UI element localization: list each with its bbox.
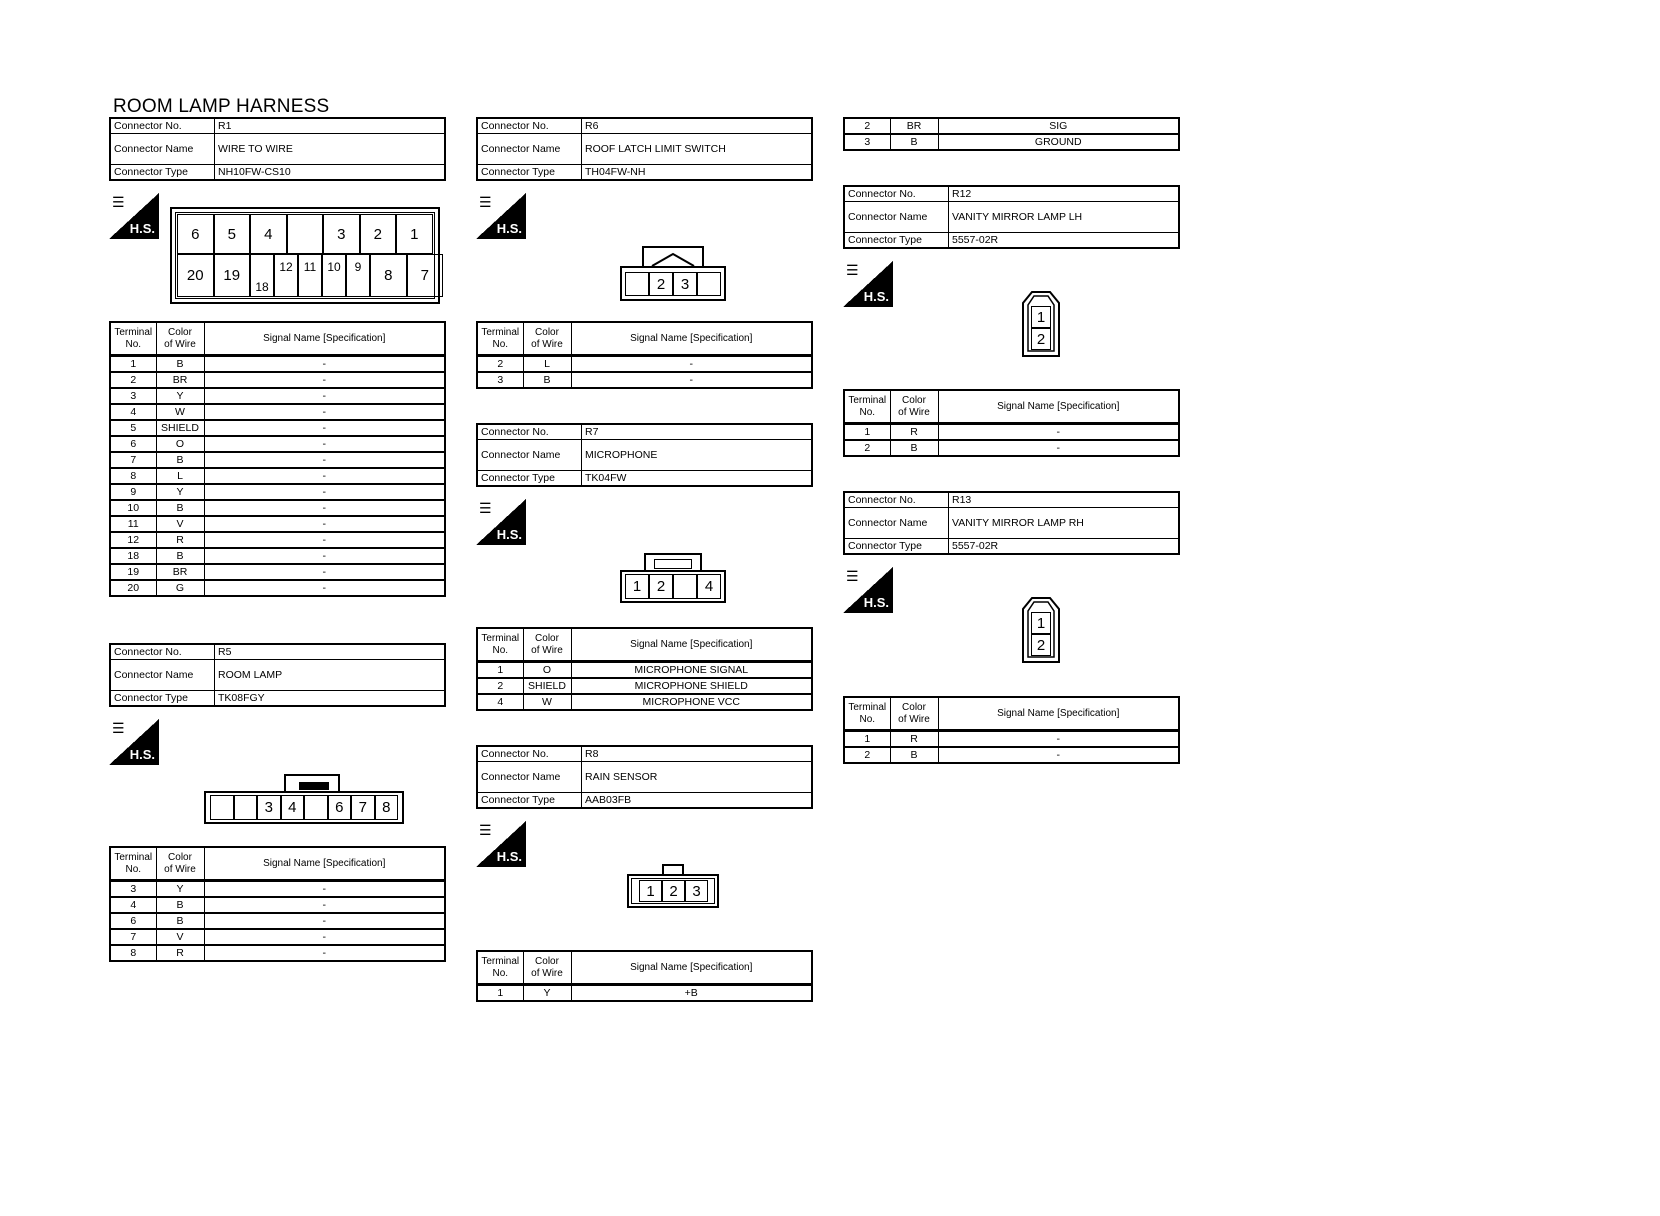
r5-terminal-table	[109, 846, 446, 962]
connector-name-value: RAIN SENSOR	[582, 762, 813, 793]
terminal-no-header: Terminal No.	[844, 697, 890, 731]
terminal-no-cell: 2	[477, 356, 523, 373]
connector-pin	[210, 795, 234, 820]
r6-terminal-table	[476, 321, 813, 389]
terminal-row	[844, 424, 1179, 441]
connector-pin: 8	[375, 795, 399, 820]
hs-label: H.S.	[129, 221, 155, 236]
signal-name-cell: MICROPHONE SHIELD	[571, 678, 812, 694]
connector-pin: 4	[697, 574, 721, 599]
wire-color-cell: G	[156, 580, 204, 596]
terminal-row	[477, 372, 812, 388]
hs-label: H.S.	[496, 849, 522, 864]
signal-name-cell: -	[204, 897, 445, 913]
connector-pin	[697, 272, 721, 296]
connector-pin	[304, 795, 328, 820]
connector-type-label: Connector Type	[844, 539, 949, 555]
connector-pin: 2	[360, 214, 397, 254]
r8-terminal-table-continued	[843, 117, 1180, 151]
signal-name-cell: SIG	[938, 118, 1179, 134]
r12-terminal-table	[843, 389, 1180, 457]
r13-connector-face	[1022, 597, 1060, 663]
signal-name-cell: -	[204, 356, 445, 373]
connector-pin: 3	[673, 272, 697, 296]
connector-no-label: Connector No.	[477, 746, 582, 762]
terminal-row	[110, 356, 445, 373]
terminal-row	[110, 420, 445, 436]
terminal-row	[110, 929, 445, 945]
wire-color-cell: V	[156, 516, 204, 532]
connector-pin: 1	[639, 880, 662, 902]
color-of-wire-header: Color of Wire	[890, 697, 938, 731]
signal-name-cell: MICROPHONE VCC	[571, 694, 812, 710]
r6-connector-face	[620, 246, 726, 301]
harness-side-icon	[476, 499, 526, 545]
terminal-no-cell: 10	[110, 500, 156, 516]
terminal-no-cell: 2	[844, 747, 890, 763]
terminal-no-cell: 9	[110, 484, 156, 500]
r13-info-table	[843, 491, 1180, 555]
hs-label: H.S.	[496, 221, 522, 236]
terminal-no-cell: 3	[110, 881, 156, 898]
connector-type-value: TK08FGY	[215, 691, 446, 707]
signal-name-cell: -	[204, 372, 445, 388]
terminal-no-cell: 2	[477, 678, 523, 694]
wire-color-cell: R	[890, 731, 938, 748]
terminal-row	[110, 404, 445, 420]
terminal-no-cell: 4	[110, 404, 156, 420]
color-of-wire-header: Color of Wire	[890, 390, 938, 424]
connector-pin	[287, 214, 324, 254]
terminal-row	[110, 881, 445, 898]
connector-pin: 5	[214, 214, 251, 254]
terminal-row	[844, 118, 1179, 134]
connector-pin: 7	[407, 254, 444, 297]
terminal-no-cell: 12	[110, 532, 156, 548]
connector-pin: 2	[1031, 634, 1051, 656]
terminal-no-cell: 6	[110, 436, 156, 452]
wire-color-cell: SHIELD	[523, 678, 571, 694]
connector-type-value: 5557-02R	[949, 233, 1180, 249]
wire-color-cell: B	[156, 897, 204, 913]
signal-name-cell: +B	[571, 985, 812, 1002]
r1-terminal-table	[109, 321, 446, 597]
connector-no-value: R8	[582, 746, 813, 762]
terminal-no-header: Terminal No.	[477, 322, 523, 356]
signal-name-cell: -	[204, 484, 445, 500]
signal-name-header: Signal Name [Specification]	[571, 322, 812, 356]
harness-side-icon	[476, 821, 526, 867]
signal-name-cell: -	[938, 440, 1179, 456]
r8-connector-face	[627, 864, 719, 908]
signal-name-cell: MICROPHONE SIGNAL	[571, 662, 812, 679]
terminal-no-cell: 1	[844, 731, 890, 748]
wire-color-cell: B	[156, 913, 204, 929]
r1-connector-face	[170, 207, 440, 304]
connector-type-label: Connector Type	[477, 471, 582, 487]
connector-face-icon: ☰	[846, 262, 859, 278]
terminal-row	[110, 897, 445, 913]
wire-color-cell: B	[890, 440, 938, 456]
wire-color-cell: W	[523, 694, 571, 710]
terminal-no-header: Terminal No.	[477, 628, 523, 662]
signal-name-cell: -	[204, 532, 445, 548]
r5-info-table	[109, 643, 446, 707]
signal-name-cell: -	[571, 356, 812, 373]
wire-color-cell: B	[156, 500, 204, 516]
connector-type-value: TK04FW	[582, 471, 813, 487]
connector-name-value: ROOF LATCH LIMIT SWITCH	[582, 134, 813, 165]
terminal-no-cell: 3	[477, 372, 523, 388]
signal-name-cell: -	[204, 564, 445, 580]
wire-color-cell: O	[523, 662, 571, 679]
connector-no-label: Connector No.	[477, 118, 582, 134]
terminal-no-cell: 2	[844, 440, 890, 456]
terminal-row	[477, 662, 812, 679]
connector-face-icon: ☰	[479, 194, 492, 210]
connector-type-value: NH10FW-CS10	[215, 165, 446, 181]
terminal-row	[844, 440, 1179, 456]
harness-side-icon	[109, 719, 159, 765]
wire-color-cell: Y	[156, 484, 204, 500]
connector-pin: 1	[396, 214, 433, 254]
wire-color-cell: B	[156, 452, 204, 468]
connector-name-label: Connector Name	[477, 440, 582, 471]
connector-name-label: Connector Name	[110, 660, 215, 691]
connector-name-label: Connector Name	[477, 762, 582, 793]
wire-color-cell: Y	[156, 388, 204, 404]
connector-pin	[234, 795, 258, 820]
wire-color-cell: V	[156, 929, 204, 945]
terminal-no-cell: 8	[110, 468, 156, 484]
connector-face-icon: ☰	[479, 822, 492, 838]
connector-type-label: Connector Type	[110, 165, 215, 181]
terminal-row	[110, 500, 445, 516]
connector-name-value: ROOM LAMP	[215, 660, 446, 691]
wire-color-cell: L	[156, 468, 204, 484]
connector-no-value: R7	[582, 424, 813, 440]
connector-no-value: R12	[949, 186, 1180, 202]
connector-no-label: Connector No.	[477, 424, 582, 440]
connector-pin: 2	[649, 272, 673, 296]
connector-no-label: Connector No.	[110, 644, 215, 660]
terminal-no-header: Terminal No.	[110, 847, 156, 881]
wire-color-cell: B	[890, 747, 938, 763]
connector-no-value: R1	[215, 118, 446, 134]
wire-color-cell: O	[156, 436, 204, 452]
signal-name-cell: -	[204, 436, 445, 452]
connector-type-label: Connector Type	[477, 793, 582, 809]
hs-label: H.S.	[129, 747, 155, 762]
terminal-row	[110, 388, 445, 404]
terminal-no-cell: 1	[477, 985, 523, 1002]
terminal-no-cell: 11	[110, 516, 156, 532]
connector-no-label: Connector No.	[844, 186, 949, 202]
connector-name-value: VANITY MIRROR LAMP RH	[949, 508, 1180, 539]
connector-pin	[625, 272, 649, 296]
connector-pin: 19	[214, 254, 251, 297]
signal-name-cell: -	[204, 468, 445, 484]
connector-face-icon: ☰	[112, 194, 125, 210]
terminal-row	[110, 564, 445, 580]
connector-name-label: Connector Name	[477, 134, 582, 165]
terminal-row	[110, 580, 445, 596]
signal-name-cell: -	[204, 881, 445, 898]
signal-name-cell: -	[204, 388, 445, 404]
terminal-no-cell: 1	[110, 356, 156, 373]
terminal-no-cell: 7	[110, 452, 156, 468]
connector-type-label: Connector Type	[477, 165, 582, 181]
terminal-no-header: Terminal No.	[477, 951, 523, 985]
connector-pin: 6	[328, 795, 352, 820]
signal-name-cell: -	[204, 945, 445, 961]
terminal-row	[110, 484, 445, 500]
terminal-row	[110, 468, 445, 484]
terminal-row	[110, 372, 445, 388]
connector-pin: 20	[177, 254, 214, 297]
connector-pin	[673, 574, 697, 599]
terminal-no-cell: 4	[477, 694, 523, 710]
terminal-no-cell: 7	[110, 929, 156, 945]
hs-label: H.S.	[496, 527, 522, 542]
connector-type-label: Connector Type	[110, 691, 215, 707]
wire-color-cell: B	[156, 356, 204, 373]
terminal-no-cell: 3	[110, 388, 156, 404]
terminal-row	[110, 516, 445, 532]
terminal-row	[844, 731, 1179, 748]
terminal-no-cell: 2	[110, 372, 156, 388]
signal-name-cell: -	[204, 913, 445, 929]
terminal-row	[477, 694, 812, 710]
connector-type-value: AAB03FB	[582, 793, 813, 809]
connector-pin: 4	[250, 214, 287, 254]
signal-name-cell: -	[204, 404, 445, 420]
signal-name-cell: -	[204, 516, 445, 532]
r6-info-table	[476, 117, 813, 181]
page-title: ROOM LAMP HARNESS	[113, 96, 330, 117]
connector-pin: 3	[685, 880, 708, 902]
terminal-no-cell: 8	[110, 945, 156, 961]
connector-type-value: TH04FW-NH	[582, 165, 813, 181]
terminal-row	[110, 913, 445, 929]
connector-pin: 6	[177, 214, 214, 254]
connector-pin: 7	[351, 795, 375, 820]
r7-connector-face	[620, 553, 726, 603]
connector-name-label: Connector Name	[844, 202, 949, 233]
r1-info-table	[109, 117, 446, 181]
signal-name-cell: -	[204, 500, 445, 516]
connector-name-value: VANITY MIRROR LAMP LH	[949, 202, 1180, 233]
signal-name-cell: -	[204, 420, 445, 436]
connector-pin: 1	[625, 574, 649, 599]
signal-name-cell: -	[204, 929, 445, 945]
connector-pin: 2	[1031, 328, 1051, 350]
wire-color-cell: SHIELD	[156, 420, 204, 436]
connector-pin: 3	[257, 795, 281, 820]
terminal-no-cell: 1	[477, 662, 523, 679]
terminal-row	[477, 985, 812, 1002]
signal-name-cell: -	[204, 580, 445, 596]
terminal-row	[844, 747, 1179, 763]
signal-name-header: Signal Name [Specification]	[938, 697, 1179, 731]
signal-name-cell: -	[938, 731, 1179, 748]
terminal-row	[844, 134, 1179, 150]
connector-pin: 8	[370, 254, 407, 297]
signal-name-cell: GROUND	[938, 134, 1179, 150]
wire-color-cell: BR	[156, 372, 204, 388]
signal-name-header: Signal Name [Specification]	[571, 951, 812, 985]
connector-pin: 11	[298, 254, 322, 297]
r7-info-table	[476, 423, 813, 487]
signal-name-header: Signal Name [Specification]	[571, 628, 812, 662]
connector-name-label: Connector Name	[844, 508, 949, 539]
color-of-wire-header: Color of Wire	[523, 628, 571, 662]
terminal-row	[110, 548, 445, 564]
connector-pin: 2	[649, 574, 673, 599]
connector-pin: 3	[323, 214, 360, 254]
connector-face-icon: ☰	[846, 568, 859, 584]
connector-pin: 1	[1031, 612, 1051, 634]
connector-no-value: R6	[582, 118, 813, 134]
connector-pin: 10	[322, 254, 346, 297]
signal-name-header: Signal Name [Specification]	[938, 390, 1179, 424]
connector-type-label: Connector Type	[844, 233, 949, 249]
terminal-no-cell: 3	[844, 134, 890, 150]
terminal-no-cell: 4	[110, 897, 156, 913]
terminal-no-cell: 2	[844, 118, 890, 134]
signal-name-header: Signal Name [Specification]	[204, 847, 445, 881]
connector-no-label: Connector No.	[844, 492, 949, 508]
wire-color-cell: BR	[156, 564, 204, 580]
terminal-no-cell: 6	[110, 913, 156, 929]
terminal-no-cell: 19	[110, 564, 156, 580]
connector-pin: 12	[274, 254, 298, 297]
terminal-row	[477, 678, 812, 694]
terminal-no-cell: 18	[110, 548, 156, 564]
connector-no-value: R5	[215, 644, 446, 660]
terminal-row	[110, 436, 445, 452]
terminal-row	[110, 452, 445, 468]
signal-name-cell: -	[938, 424, 1179, 441]
connector-name-label: Connector Name	[110, 134, 215, 165]
signal-name-header: Signal Name [Specification]	[204, 322, 445, 356]
r5-connector-face	[204, 774, 404, 824]
wire-color-cell: L	[523, 356, 571, 373]
terminal-row	[110, 532, 445, 548]
connector-pin: 2	[662, 880, 685, 902]
wire-color-cell: B	[156, 548, 204, 564]
connector-pin: 4	[281, 795, 305, 820]
connector-no-label: Connector No.	[110, 118, 215, 134]
color-of-wire-header: Color of Wire	[523, 322, 571, 356]
terminal-row	[110, 945, 445, 961]
connector-face-icon: ☰	[112, 720, 125, 736]
hs-label: H.S.	[863, 289, 889, 304]
wire-color-cell: B	[523, 372, 571, 388]
connector-name-value: MICROPHONE	[582, 440, 813, 471]
r8-terminal-table	[476, 950, 813, 1002]
color-of-wire-header: Color of Wire	[523, 951, 571, 985]
connector-pin: 9	[346, 254, 370, 297]
signal-name-cell: -	[204, 548, 445, 564]
color-of-wire-header: Color of Wire	[156, 322, 204, 356]
connector-no-value: R13	[949, 492, 1180, 508]
wire-color-cell: B	[890, 134, 938, 150]
harness-side-icon	[843, 261, 893, 307]
r12-connector-face	[1022, 291, 1060, 357]
terminal-row	[477, 356, 812, 373]
wire-color-cell: Y	[156, 881, 204, 898]
hs-label: H.S.	[863, 595, 889, 610]
harness-side-icon	[843, 567, 893, 613]
wire-color-cell: W	[156, 404, 204, 420]
color-of-wire-header: Color of Wire	[156, 847, 204, 881]
connector-name-value: WIRE TO WIRE	[215, 134, 446, 165]
wire-color-cell: R	[156, 945, 204, 961]
terminal-no-cell: 1	[844, 424, 890, 441]
wire-color-cell: R	[890, 424, 938, 441]
terminal-no-cell: 5	[110, 420, 156, 436]
connector-face-icon: ☰	[479, 500, 492, 516]
connector-pin: 1	[1031, 306, 1051, 328]
wire-color-cell: Y	[523, 985, 571, 1002]
harness-side-icon	[109, 193, 159, 239]
signal-name-cell: -	[571, 372, 812, 388]
r13-terminal-table	[843, 696, 1180, 764]
connector-type-value: 5557-02R	[949, 539, 1180, 555]
terminal-no-cell: 20	[110, 580, 156, 596]
wire-color-cell: BR	[890, 118, 938, 134]
r12-info-table	[843, 185, 1180, 249]
signal-name-cell: -	[204, 452, 445, 468]
harness-side-icon	[476, 193, 526, 239]
connector-pin: 18	[250, 254, 274, 297]
signal-name-cell: -	[938, 747, 1179, 763]
r8-info-table	[476, 745, 813, 809]
r7-terminal-table	[476, 627, 813, 711]
terminal-no-header: Terminal No.	[844, 390, 890, 424]
wire-color-cell: R	[156, 532, 204, 548]
terminal-no-header: Terminal No.	[110, 322, 156, 356]
